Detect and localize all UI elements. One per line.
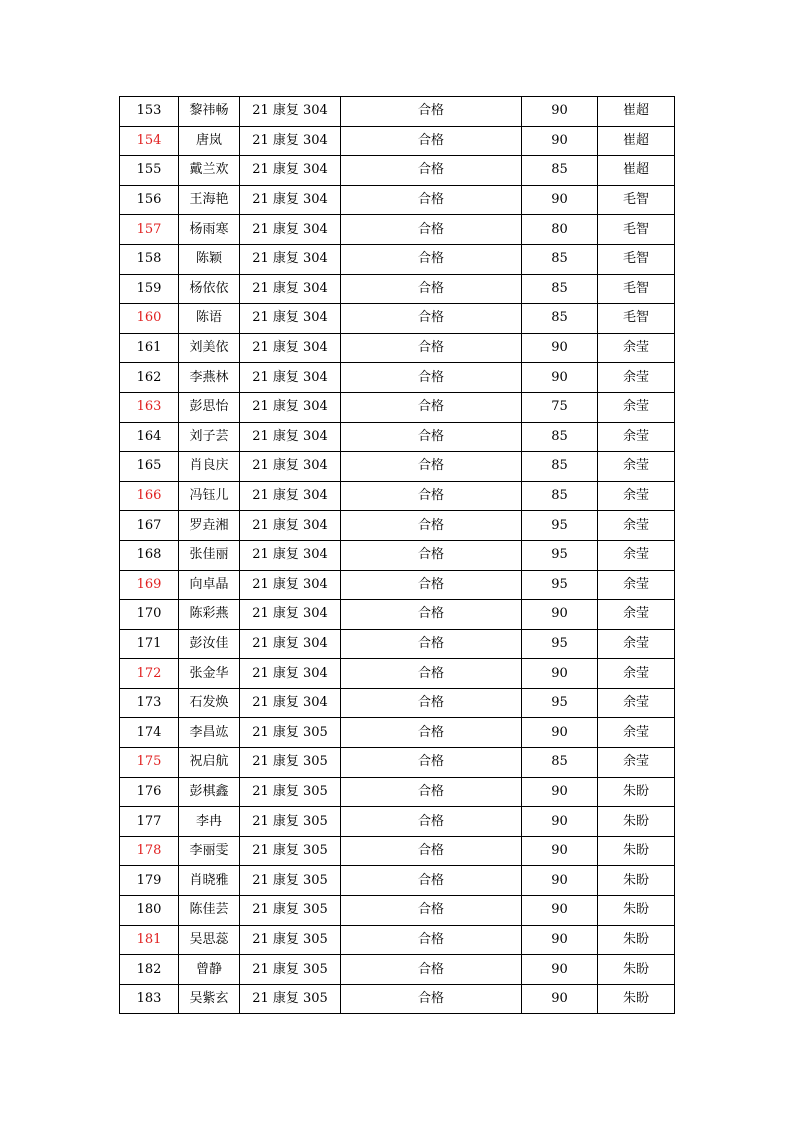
student-name-cell: 彭汝佳 bbox=[179, 629, 240, 659]
row-number-cell: 179 bbox=[120, 866, 179, 896]
student-name-cell: 向卓晶 bbox=[179, 570, 240, 600]
class-cell: 21 康复 304 bbox=[240, 126, 341, 156]
class-cell: 21 康复 304 bbox=[240, 97, 341, 127]
teacher-cell: 余莹 bbox=[598, 481, 675, 511]
result-cell: 合格 bbox=[341, 896, 522, 926]
student-name-cell: 吴紫玄 bbox=[179, 984, 240, 1014]
teacher-cell: 余莹 bbox=[598, 333, 675, 363]
class-cell: 21 康复 304 bbox=[240, 422, 341, 452]
teacher-cell: 余莹 bbox=[598, 363, 675, 393]
table-row bbox=[120, 481, 675, 511]
table-row bbox=[120, 274, 675, 304]
class-cell: 21 康复 305 bbox=[240, 925, 341, 955]
table-row bbox=[120, 156, 675, 186]
student-name-cell: 刘子芸 bbox=[179, 422, 240, 452]
result-cell: 合格 bbox=[341, 777, 522, 807]
row-number-cell: 180 bbox=[120, 896, 179, 926]
student-name-cell: 戴兰欢 bbox=[179, 156, 240, 186]
teacher-cell: 朱盼 bbox=[598, 866, 675, 896]
class-cell: 21 康复 305 bbox=[240, 777, 341, 807]
table-row bbox=[120, 955, 675, 985]
teacher-cell: 余莹 bbox=[598, 511, 675, 541]
teacher-cell: 余莹 bbox=[598, 629, 675, 659]
row-number-cell: 163 bbox=[120, 392, 179, 422]
class-cell: 21 康复 304 bbox=[240, 481, 341, 511]
score-cell: 90 bbox=[522, 984, 598, 1014]
table-row bbox=[120, 984, 675, 1014]
table-row bbox=[120, 718, 675, 748]
row-number-cell: 159 bbox=[120, 274, 179, 304]
student-name-cell: 杨雨寒 bbox=[179, 215, 240, 245]
row-number-cell: 182 bbox=[120, 955, 179, 985]
teacher-cell: 毛智 bbox=[598, 244, 675, 274]
result-cell: 合格 bbox=[341, 807, 522, 837]
score-cell: 95 bbox=[522, 511, 598, 541]
teacher-cell: 朱盼 bbox=[598, 984, 675, 1014]
student-name-cell: 陈语 bbox=[179, 304, 240, 334]
score-cell: 95 bbox=[522, 540, 598, 570]
result-cell: 合格 bbox=[341, 511, 522, 541]
score-cell: 75 bbox=[522, 392, 598, 422]
result-cell: 合格 bbox=[341, 718, 522, 748]
result-cell: 合格 bbox=[341, 363, 522, 393]
table-row bbox=[120, 422, 675, 452]
row-number-cell: 167 bbox=[120, 511, 179, 541]
table-row bbox=[120, 392, 675, 422]
result-cell: 合格 bbox=[341, 629, 522, 659]
result-cell: 合格 bbox=[341, 600, 522, 630]
table-row bbox=[120, 452, 675, 482]
row-number-cell: 169 bbox=[120, 570, 179, 600]
table-row bbox=[120, 688, 675, 718]
table-row bbox=[120, 97, 675, 127]
teacher-cell: 毛智 bbox=[598, 304, 675, 334]
score-cell: 90 bbox=[522, 925, 598, 955]
row-number-cell: 171 bbox=[120, 629, 179, 659]
student-name-cell: 杨依依 bbox=[179, 274, 240, 304]
teacher-cell: 余莹 bbox=[598, 748, 675, 778]
score-cell: 85 bbox=[522, 244, 598, 274]
results-table bbox=[119, 96, 675, 1014]
class-cell: 21 康复 304 bbox=[240, 540, 341, 570]
table-row bbox=[120, 540, 675, 570]
class-cell: 21 康复 304 bbox=[240, 511, 341, 541]
student-name-cell: 石发焕 bbox=[179, 688, 240, 718]
row-number-cell: 172 bbox=[120, 659, 179, 689]
table-row bbox=[120, 807, 675, 837]
class-cell: 21 康复 305 bbox=[240, 866, 341, 896]
class-cell: 21 康复 304 bbox=[240, 452, 341, 482]
teacher-cell: 朱盼 bbox=[598, 925, 675, 955]
row-number-cell: 157 bbox=[120, 215, 179, 245]
row-number-cell: 173 bbox=[120, 688, 179, 718]
teacher-cell: 崔超 bbox=[598, 126, 675, 156]
result-cell: 合格 bbox=[341, 244, 522, 274]
table-row bbox=[120, 126, 675, 156]
class-cell: 21 康复 305 bbox=[240, 718, 341, 748]
score-cell: 90 bbox=[522, 363, 598, 393]
score-cell: 85 bbox=[522, 304, 598, 334]
row-number-cell: 175 bbox=[120, 748, 179, 778]
teacher-cell: 毛智 bbox=[598, 274, 675, 304]
row-number-cell: 178 bbox=[120, 836, 179, 866]
teacher-cell: 崔超 bbox=[598, 97, 675, 127]
table-row bbox=[120, 570, 675, 600]
result-cell: 合格 bbox=[341, 333, 522, 363]
student-name-cell: 彭思怡 bbox=[179, 392, 240, 422]
class-cell: 21 康复 304 bbox=[240, 244, 341, 274]
table-row bbox=[120, 925, 675, 955]
result-cell: 合格 bbox=[341, 659, 522, 689]
row-number-cell: 158 bbox=[120, 244, 179, 274]
class-cell: 21 康复 305 bbox=[240, 807, 341, 837]
class-cell: 21 康复 305 bbox=[240, 748, 341, 778]
score-cell: 90 bbox=[522, 866, 598, 896]
student-name-cell: 唐岚 bbox=[179, 126, 240, 156]
class-cell: 21 康复 305 bbox=[240, 896, 341, 926]
teacher-cell: 崔超 bbox=[598, 156, 675, 186]
class-cell: 21 康复 304 bbox=[240, 659, 341, 689]
row-number-cell: 183 bbox=[120, 984, 179, 1014]
student-name-cell: 祝启航 bbox=[179, 748, 240, 778]
class-cell: 21 康复 304 bbox=[240, 600, 341, 630]
result-cell: 合格 bbox=[341, 185, 522, 215]
teacher-cell: 余莹 bbox=[598, 570, 675, 600]
row-number-cell: 153 bbox=[120, 97, 179, 127]
student-name-cell: 罗垚湘 bbox=[179, 511, 240, 541]
result-cell: 合格 bbox=[341, 688, 522, 718]
table-row bbox=[120, 215, 675, 245]
row-number-cell: 160 bbox=[120, 304, 179, 334]
table-row bbox=[120, 363, 675, 393]
result-cell: 合格 bbox=[341, 836, 522, 866]
class-cell: 21 康复 304 bbox=[240, 333, 341, 363]
score-cell: 95 bbox=[522, 570, 598, 600]
result-cell: 合格 bbox=[341, 984, 522, 1014]
row-number-cell: 174 bbox=[120, 718, 179, 748]
teacher-cell: 余莹 bbox=[598, 659, 675, 689]
score-cell: 90 bbox=[522, 836, 598, 866]
result-cell: 合格 bbox=[341, 156, 522, 186]
teacher-cell: 余莹 bbox=[598, 392, 675, 422]
student-name-cell: 肖良庆 bbox=[179, 452, 240, 482]
teacher-cell: 余莹 bbox=[598, 422, 675, 452]
row-number-cell: 181 bbox=[120, 925, 179, 955]
row-number-cell: 156 bbox=[120, 185, 179, 215]
row-number-cell: 154 bbox=[120, 126, 179, 156]
student-name-cell: 张金华 bbox=[179, 659, 240, 689]
row-number-cell: 176 bbox=[120, 777, 179, 807]
table-row bbox=[120, 629, 675, 659]
row-number-cell: 161 bbox=[120, 333, 179, 363]
teacher-cell: 朱盼 bbox=[598, 807, 675, 837]
teacher-cell: 余莹 bbox=[598, 688, 675, 718]
score-cell: 85 bbox=[522, 481, 598, 511]
result-cell: 合格 bbox=[341, 452, 522, 482]
result-cell: 合格 bbox=[341, 866, 522, 896]
score-cell: 85 bbox=[522, 452, 598, 482]
score-cell: 90 bbox=[522, 333, 598, 363]
score-cell: 85 bbox=[522, 748, 598, 778]
class-cell: 21 康复 305 bbox=[240, 984, 341, 1014]
class-cell: 21 康复 304 bbox=[240, 629, 341, 659]
score-cell: 85 bbox=[522, 422, 598, 452]
table-row bbox=[120, 511, 675, 541]
table-row bbox=[120, 777, 675, 807]
student-name-cell: 李燕林 bbox=[179, 363, 240, 393]
class-cell: 21 康复 304 bbox=[240, 185, 341, 215]
table-row bbox=[120, 836, 675, 866]
score-cell: 95 bbox=[522, 688, 598, 718]
row-number-cell: 168 bbox=[120, 540, 179, 570]
result-cell: 合格 bbox=[341, 392, 522, 422]
student-name-cell: 张佳丽 bbox=[179, 540, 240, 570]
result-cell: 合格 bbox=[341, 304, 522, 334]
results-table-body bbox=[120, 97, 675, 1014]
student-name-cell: 陈颖 bbox=[179, 244, 240, 274]
score-cell: 90 bbox=[522, 896, 598, 926]
score-cell: 85 bbox=[522, 274, 598, 304]
score-cell: 90 bbox=[522, 600, 598, 630]
result-cell: 合格 bbox=[341, 215, 522, 245]
row-number-cell: 177 bbox=[120, 807, 179, 837]
score-cell: 90 bbox=[522, 807, 598, 837]
class-cell: 21 康复 304 bbox=[240, 215, 341, 245]
student-name-cell: 彭棋鑫 bbox=[179, 777, 240, 807]
table-row bbox=[120, 304, 675, 334]
score-cell: 80 bbox=[522, 215, 598, 245]
class-cell: 21 康复 304 bbox=[240, 688, 341, 718]
score-cell: 90 bbox=[522, 659, 598, 689]
result-cell: 合格 bbox=[341, 570, 522, 600]
score-cell: 90 bbox=[522, 185, 598, 215]
row-number-cell: 164 bbox=[120, 422, 179, 452]
teacher-cell: 毛智 bbox=[598, 215, 675, 245]
table-row bbox=[120, 185, 675, 215]
teacher-cell: 朱盼 bbox=[598, 836, 675, 866]
score-cell: 90 bbox=[522, 718, 598, 748]
row-number-cell: 155 bbox=[120, 156, 179, 186]
teacher-cell: 朱盼 bbox=[598, 955, 675, 985]
student-name-cell: 吴思蕊 bbox=[179, 925, 240, 955]
teacher-cell: 毛智 bbox=[598, 185, 675, 215]
result-cell: 合格 bbox=[341, 481, 522, 511]
student-name-cell: 陈彩燕 bbox=[179, 600, 240, 630]
class-cell: 21 康复 305 bbox=[240, 836, 341, 866]
student-name-cell: 李丽雯 bbox=[179, 836, 240, 866]
student-name-cell: 刘美依 bbox=[179, 333, 240, 363]
table-row bbox=[120, 659, 675, 689]
teacher-cell: 朱盼 bbox=[598, 896, 675, 926]
score-cell: 90 bbox=[522, 97, 598, 127]
row-number-cell: 162 bbox=[120, 363, 179, 393]
row-number-cell: 165 bbox=[120, 452, 179, 482]
student-name-cell: 冯钰儿 bbox=[179, 481, 240, 511]
student-name-cell: 肖晓雅 bbox=[179, 866, 240, 896]
result-cell: 合格 bbox=[341, 422, 522, 452]
teacher-cell: 朱盼 bbox=[598, 777, 675, 807]
class-cell: 21 康复 304 bbox=[240, 570, 341, 600]
table-row bbox=[120, 244, 675, 274]
teacher-cell: 余莹 bbox=[598, 600, 675, 630]
class-cell: 21 康复 304 bbox=[240, 304, 341, 334]
result-cell: 合格 bbox=[341, 274, 522, 304]
result-cell: 合格 bbox=[341, 925, 522, 955]
result-cell: 合格 bbox=[341, 126, 522, 156]
class-cell: 21 康复 304 bbox=[240, 274, 341, 304]
class-cell: 21 康复 304 bbox=[240, 156, 341, 186]
result-cell: 合格 bbox=[341, 540, 522, 570]
table-row bbox=[120, 896, 675, 926]
class-cell: 21 康复 304 bbox=[240, 392, 341, 422]
result-cell: 合格 bbox=[341, 97, 522, 127]
class-cell: 21 康复 304 bbox=[240, 363, 341, 393]
teacher-cell: 余莹 bbox=[598, 540, 675, 570]
score-cell: 90 bbox=[522, 777, 598, 807]
table-row bbox=[120, 600, 675, 630]
teacher-cell: 余莹 bbox=[598, 718, 675, 748]
score-cell: 90 bbox=[522, 126, 598, 156]
table-row bbox=[120, 866, 675, 896]
teacher-cell: 余莹 bbox=[598, 452, 675, 482]
score-cell: 90 bbox=[522, 955, 598, 985]
student-name-cell: 李昌竑 bbox=[179, 718, 240, 748]
result-cell: 合格 bbox=[341, 748, 522, 778]
score-cell: 85 bbox=[522, 156, 598, 186]
class-cell: 21 康复 305 bbox=[240, 955, 341, 985]
result-cell: 合格 bbox=[341, 955, 522, 985]
row-number-cell: 166 bbox=[120, 481, 179, 511]
student-name-cell: 陈佳芸 bbox=[179, 896, 240, 926]
student-name-cell: 王海艳 bbox=[179, 185, 240, 215]
table-row bbox=[120, 748, 675, 778]
row-number-cell: 170 bbox=[120, 600, 179, 630]
student-name-cell: 李冉 bbox=[179, 807, 240, 837]
score-cell: 95 bbox=[522, 629, 598, 659]
table-row bbox=[120, 333, 675, 363]
student-name-cell: 黎祎畅 bbox=[179, 97, 240, 127]
student-name-cell: 曾静 bbox=[179, 955, 240, 985]
